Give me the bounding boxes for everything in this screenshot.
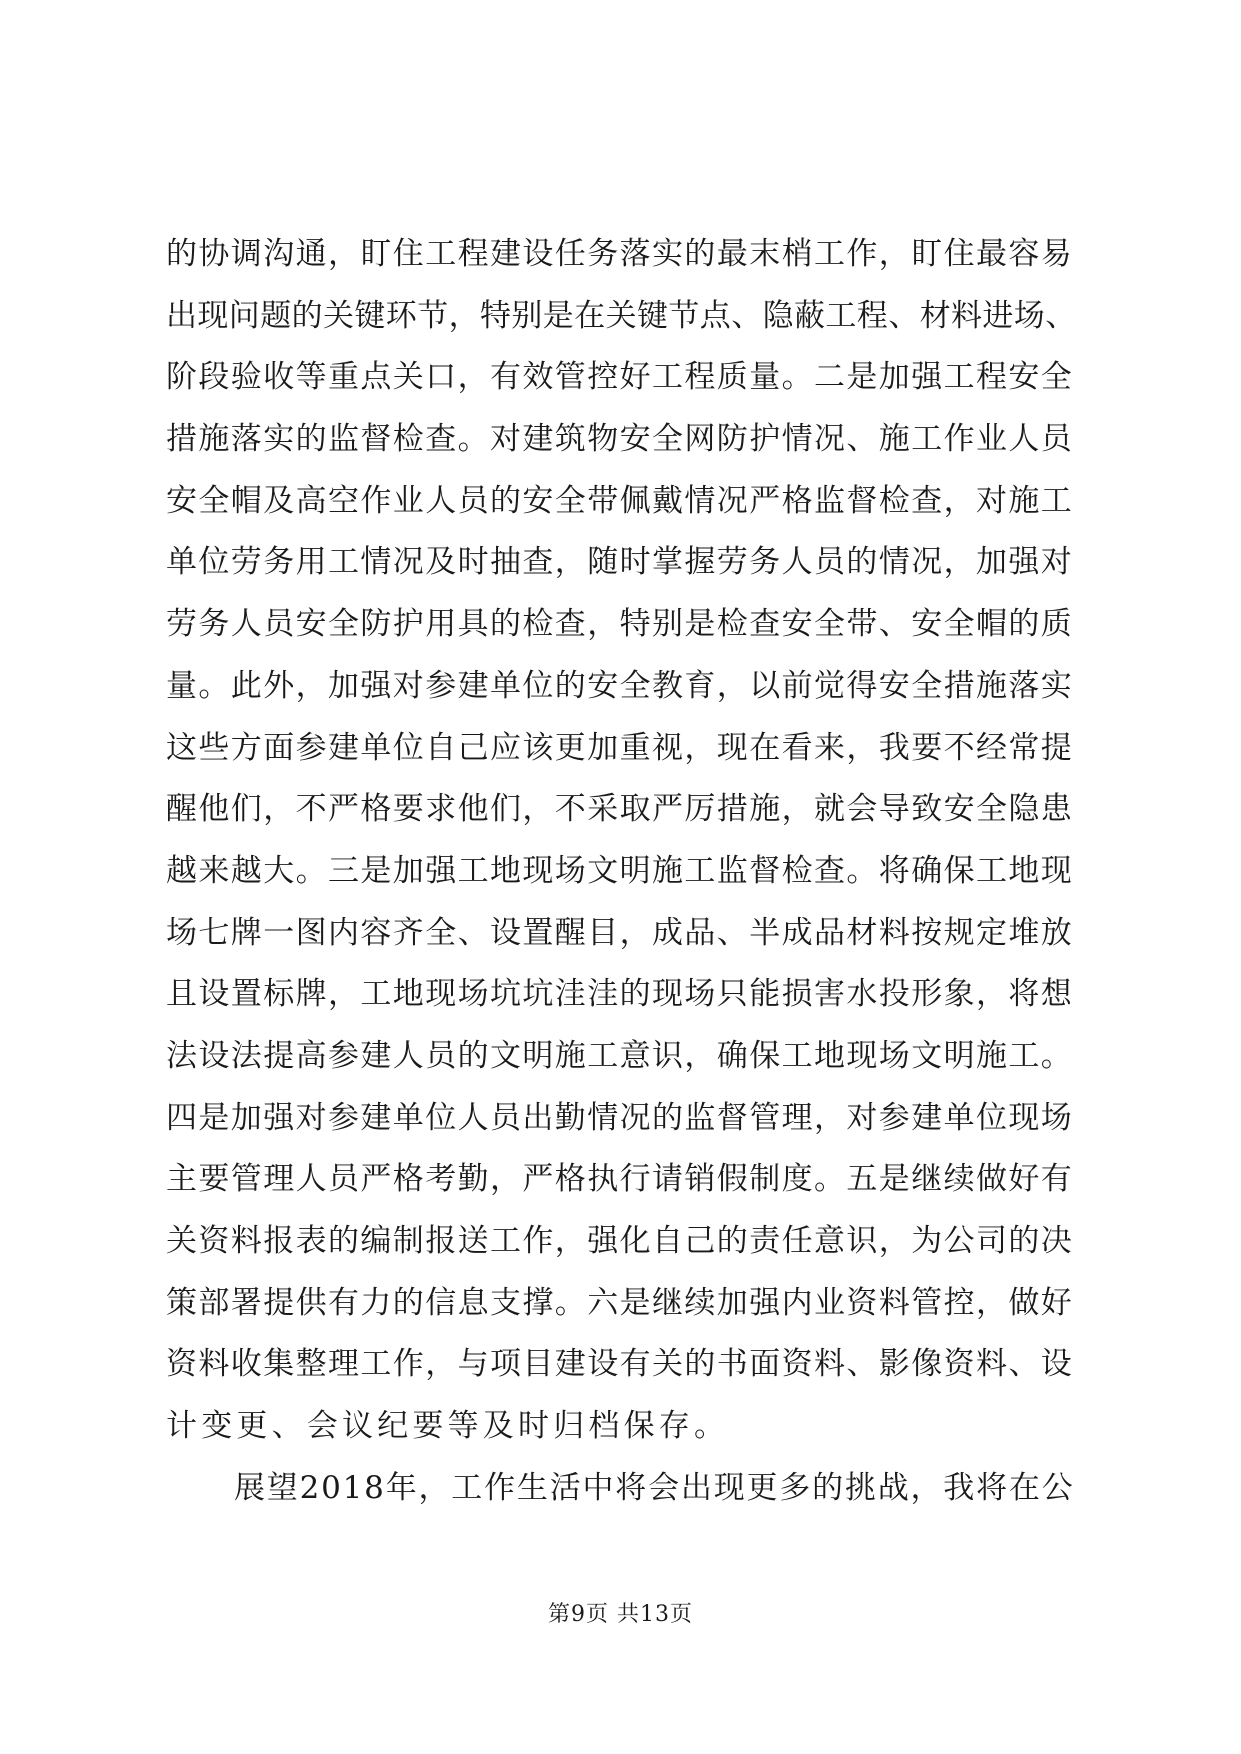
paragraph-1-line-5: 安全帽及高空作业人员的安全带佩戴情况严格监督检查，对施工: [166, 482, 1074, 519]
paragraph-1-line-8: 量。此外，加强对参建单位的安全教育，以前觉得安全措施落实: [166, 667, 1074, 704]
paragraph-1-line-18: 策部署提供有力的信息支撑。六是继续加强内业资料管控，做好: [166, 1284, 1074, 1321]
paragraph-1-line-15: 四是加强对参建单位人员出勤情况的监督管理，对参建单位现场: [166, 1099, 1074, 1136]
paragraph-1-line-2: 出现问题的关键环节，特别是在关键节点、隐蔽工程、材料进场、: [166, 297, 1077, 334]
page-footer: [0, 1600, 1241, 1630]
paragraph-1-line-17: 关资料报表的编制报送工作，强化自己的责任意识，为公司的决: [166, 1223, 1074, 1259]
paragraph-1-line-6: 单位劳务用工情况及时抽查，随时掌握劳务人员的情况，加强对: [166, 544, 1074, 581]
paragraph-1-line-7: 劳务人员安全防护用具的检查，特别是检查安全带、安全帽的质: [166, 606, 1074, 643]
paragraph-1-line-11: 越来越大。三是加强工地现场文明施工监督检查。将确保工地现: [166, 852, 1074, 889]
paragraph-2-line-1: 展望2018年，工作生活中将会出现更多的挑战，我将在公: [234, 1469, 1075, 1506]
paragraph-1-line-16: 主要管理人员严格考勤，严格执行请销假制度。五是继续做好有: [166, 1161, 1074, 1198]
page-number-label: 第9页 共13页: [548, 1602, 693, 1627]
document-body: [166, 224, 1078, 1519]
paragraph-1-line-1: 的协调沟通，盯住工程建设任务落实的最末梢工作，盯住最容易: [166, 236, 1074, 272]
paragraph-1-line-13: 且设置标牌，工地现场坑坑洼洼的现场只能损害水投形象，将想: [166, 976, 1074, 1013]
paragraph-1-line-12: 场七牌一图内容齐全、设置醒目，成品、半成品材料按规定堆放: [166, 914, 1074, 951]
paragraph-1-line-3: 阶段验收等重点关口，有效管控好工程质量。二是加强工程安全: [166, 359, 1074, 396]
paragraph-1-line-10: 醒他们，不严格要求他们，不采取严厉措施，就会导致安全隐患: [166, 791, 1074, 828]
paragraph-1-line-4: 措施落实的监督检查。对建筑物安全网防护情况、施工作业人员: [166, 421, 1074, 458]
paragraph-1-line-19: 资料收集整理工作，与项目建设有关的书面资料、影像资料、设: [166, 1346, 1074, 1383]
paragraph-1-line-14: 法设法提高参建人员的文明施工意识，确保工地现场文明施工。: [166, 1037, 1074, 1074]
paragraph-1-line-20: 计变更、会议纪要等及时归档保存。: [166, 1408, 730, 1445]
paragraph-1-line-9: 这些方面参建单位自己应该更加重视，现在看来，我要不经常提: [166, 729, 1074, 766]
